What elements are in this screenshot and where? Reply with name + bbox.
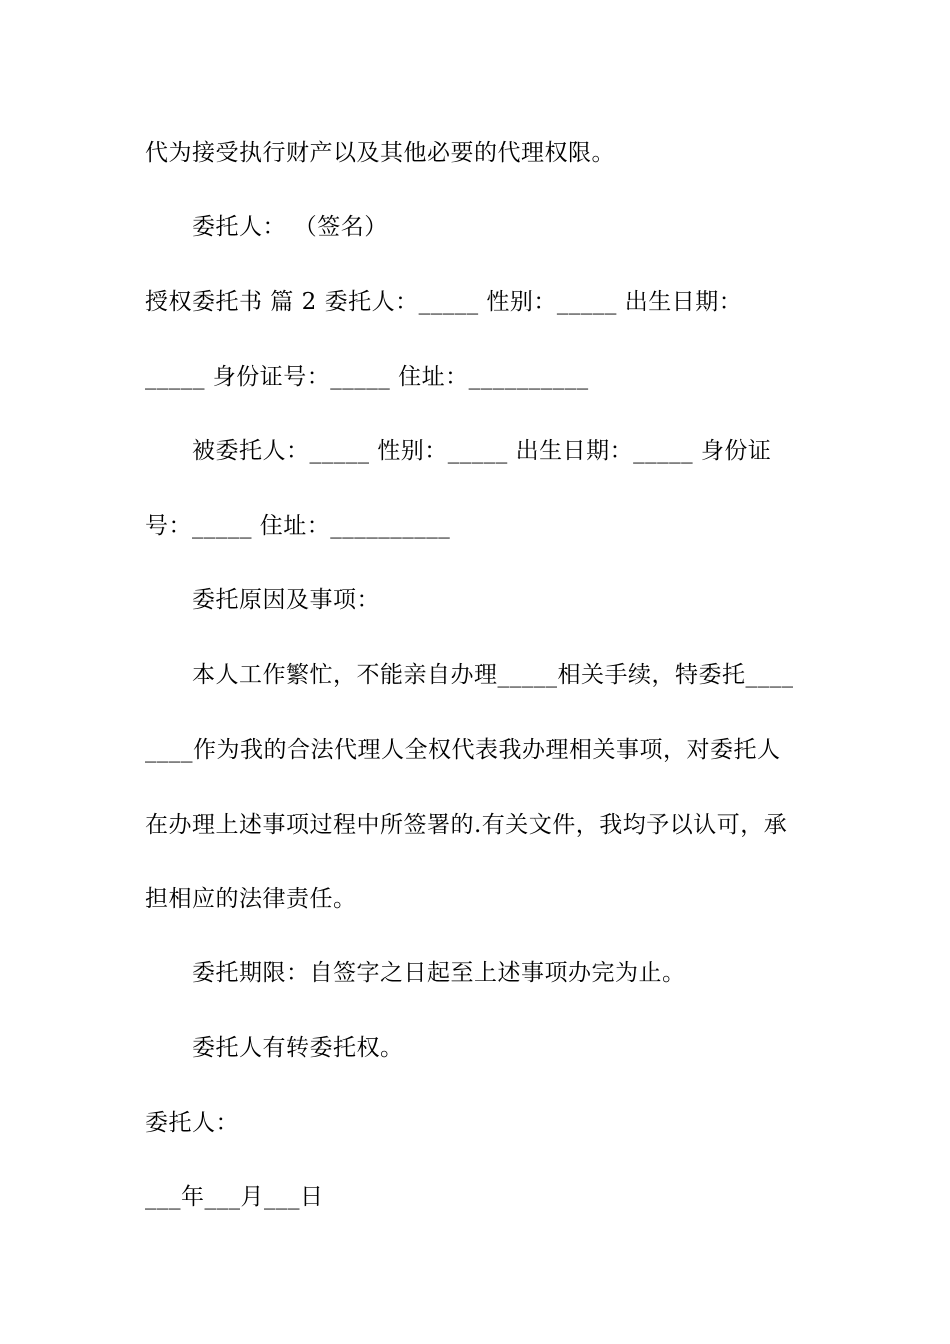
text-line-term: 委托期限：自签字之日起至上述事项办完为止。	[192, 960, 686, 986]
text-line-reason-2: ____作为我的合法代理人全权代表我办理相关事项，对委托人	[145, 737, 781, 763]
text-line-reason-4: 担相应的法律责任。	[145, 886, 357, 912]
text-line-reason-3: 在办理上述事项过程中所签署的.有关文件，我均予以认可，承	[145, 812, 788, 838]
text-line-grant-scope: 代为接受执行财产以及其他必要的代理权限。	[145, 140, 615, 166]
text-line-date: ___年___月___日	[145, 1184, 324, 1210]
text-line-signature: 委托人： （签名）	[192, 214, 388, 240]
text-line-agent-info: 被委托人：_____ 性别：_____ 出生日期：_____ 身份证	[192, 438, 772, 464]
text-line-reason-heading: 委托原因及事项：	[192, 587, 380, 613]
text-line-principal-info: _____ 身份证号：_____ 住址：__________	[145, 364, 589, 390]
text-line-sub-delegation: 委托人有转委托权。	[192, 1035, 404, 1061]
text-line-section-heading: 授权委托书 篇 2 委托人：_____ 性别：_____ 出生日期：	[145, 289, 743, 315]
text-line-principal-label: 委托人：	[145, 1110, 239, 1136]
text-line-agent-address: 号：_____ 住址：__________	[145, 513, 451, 539]
text-line-reason-1: 本人工作繁忙，不能亲自办理_____相关手续，特委托____	[192, 662, 794, 688]
